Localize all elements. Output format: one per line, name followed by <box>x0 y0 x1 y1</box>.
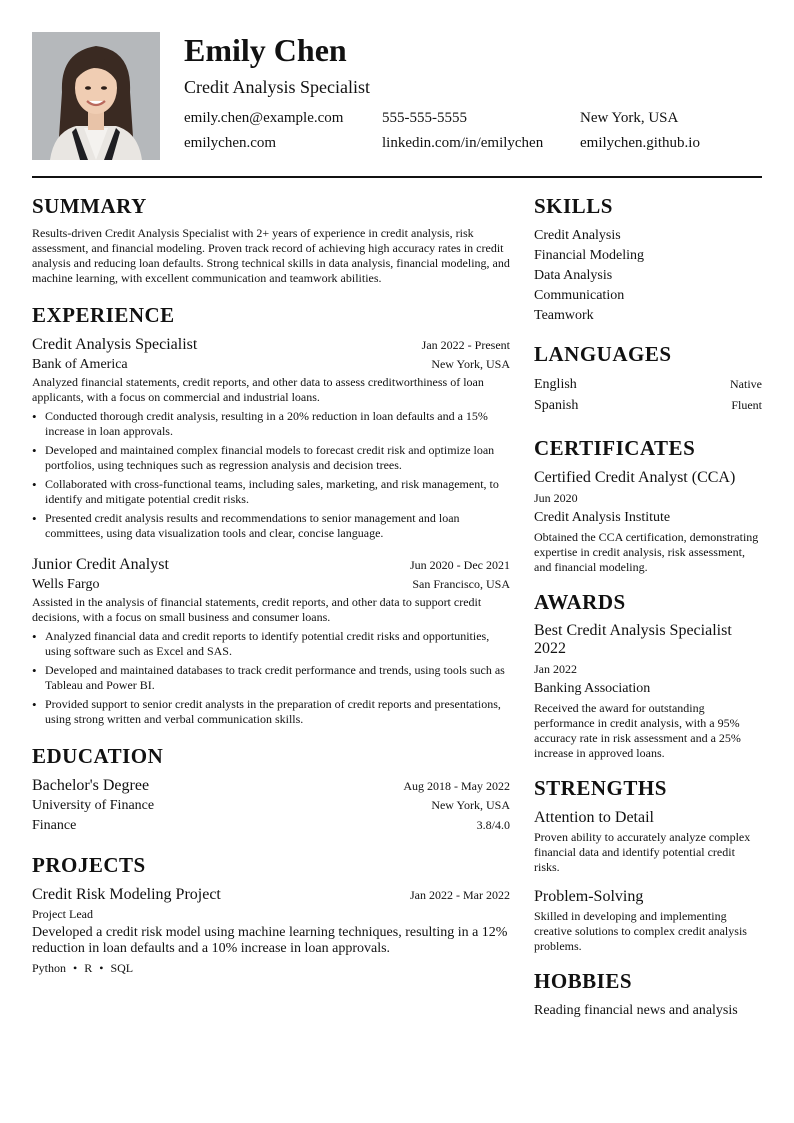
education-location: New York, USA <box>431 798 510 812</box>
section-heading: EXPERIENCE <box>32 303 175 327</box>
awards-section <box>534 590 762 761</box>
section-heading: STRENGTHS <box>534 776 667 800</box>
certificate-name: Certified Credit Analyst (CCA) <box>534 469 736 486</box>
certificates-section <box>534 436 762 575</box>
section-heading: SUMMARY <box>32 194 147 218</box>
language-level: Fluent <box>731 398 762 412</box>
bullet-item: • Developed and maintained complex financial models to forecast credit risk and optimize loan portfolios, using techniques such as regression analysis and decision trees. <box>32 443 510 473</box>
languages-section <box>534 342 762 416</box>
skill-item: Credit Analysis <box>534 228 621 243</box>
contact-location: New York, USA <box>580 110 679 126</box>
job-dates: Jan 2022 - Present <box>421 338 510 352</box>
experience-entry <box>32 335 510 541</box>
strengths-section <box>534 776 762 954</box>
separator: • <box>73 961 78 975</box>
tag: Python <box>32 961 67 975</box>
hobby-item: Reading financial news and analysis <box>534 1003 738 1018</box>
education-degree: Bachelor's Degree <box>32 777 150 794</box>
skill-item: Data Analysis <box>534 268 613 283</box>
education-school: University of Finance <box>32 798 155 813</box>
job-company: Wells Fargo <box>32 577 100 592</box>
project-tags <box>32 960 510 976</box>
section-heading: AWARDS <box>534 590 626 614</box>
strength-description: Proven ability to accurately analyze complex financial data and identify potential credit risks. <box>534 830 751 874</box>
strength-name: Problem-Solving <box>534 888 644 905</box>
bullet-item: • Developed and maintained databases to track credit performance and trends, using tools such as Tableau and Power BI. <box>32 663 510 693</box>
language-item <box>534 395 762 416</box>
education-section <box>32 744 510 836</box>
summary-section <box>32 194 510 286</box>
project-name: Credit Risk Modeling Project <box>32 886 221 903</box>
sidebar-column <box>534 194 762 1021</box>
section-heading: PROJECTS <box>32 853 146 877</box>
section-heading: SKILLS <box>534 194 613 218</box>
bullet-item: • Collaborated with cross-functional teams, including sales, marketing, and risk management, to identify and mitigate potential credit risks. <box>32 477 510 507</box>
project-description: Developed a credit risk model using machine learning techniques, resulting in a 12% reduction in loan defaults and a 10% increase in loan approvals. <box>32 925 508 956</box>
certificate-issuer: Credit Analysis Institute <box>534 510 671 525</box>
projects-section <box>32 853 510 976</box>
skill-item: Communication <box>534 288 625 303</box>
strength-description: Skilled in developing and implementing creative solutions to complex credit analysis problems. <box>534 909 747 953</box>
separator: • <box>99 961 104 975</box>
bullet-item: • Provided support to senior credit analysts in the preparation of credit reports and presentations, using strong written and verbal communication skills. <box>32 697 510 727</box>
bullet-item: • Presented credit analysis results and recommendations to senior management and loan committees, using data visualization tools and clear, concise language. <box>32 511 510 541</box>
job-location: New York, USA <box>431 357 510 371</box>
job-title: Junior Credit Analyst <box>32 556 169 573</box>
header-divider <box>32 176 762 178</box>
profile-photo <box>32 32 160 160</box>
experience-section <box>32 303 510 727</box>
education-field: Finance <box>32 818 77 833</box>
section-heading: EDUCATION <box>32 744 164 768</box>
job-bullets <box>32 629 510 727</box>
contact-linkedin[interactable]: linkedin.com/in/emilychen <box>382 135 544 151</box>
job-dates: Jun 2020 - Dec 2021 <box>410 558 510 572</box>
skill-item: Teamwork <box>534 308 594 323</box>
job-description: Assisted in the analysis of financial statements, credit reports, and other data to support credit decisions, with a focus on small business and consumer loans. <box>32 595 482 624</box>
contact-github[interactable]: emilychen.github.io <box>580 135 700 151</box>
award-name: Best Credit Analysis Specialist 2022 <box>534 622 732 657</box>
language-item <box>534 374 762 395</box>
experience-entry <box>32 555 510 727</box>
section-heading: HOBBIES <box>534 969 633 993</box>
job-title: Credit Analysis Specialist <box>32 336 198 353</box>
summary-text: Results-driven Credit Analysis Specialist with 2+ years of experience in credit analysis, risk assessment, and financial modeling. Proven track record of achieving high accuracy rates in credit analysis and reducing loan defaults. Strong technical skills in data analysis, financial modeling, and machine learning, with excellent communication and teamwork abilities. <box>32 226 510 285</box>
section-heading: LANGUAGES <box>534 342 672 366</box>
award-issuer: Banking Association <box>534 681 651 696</box>
candidate-name: Emily Chen <box>184 32 347 68</box>
certificate-date: Jun 2020 <box>534 491 578 505</box>
award-date: Jan 2022 <box>534 662 577 676</box>
tag: SQL <box>110 961 134 975</box>
job-bullets <box>32 409 510 541</box>
bullet-item: • Analyzed financial data and credit reports to identify potential credit risks and opportunities, using software such as Excel and SAS. <box>32 629 510 659</box>
skills-section <box>534 194 762 326</box>
project-dates: Jan 2022 - Mar 2022 <box>410 888 510 902</box>
education-gpa: 3.8/4.0 <box>476 818 510 832</box>
job-location: San Francisco, USA <box>412 577 510 591</box>
main-column <box>32 194 510 976</box>
language-name: Spanish <box>534 398 579 413</box>
job-company: Bank of America <box>32 357 128 372</box>
contact-phone[interactable]: 555-555-5555 <box>382 110 467 126</box>
certificate-description: Obtained the CCA certification, demonstrating expertise in credit analysis, risk assessment, and financial modeling. <box>534 530 759 574</box>
language-name: English <box>534 377 577 392</box>
contact-website[interactable]: emilychen.com <box>184 135 277 151</box>
education-dates: Aug 2018 - May 2022 <box>403 779 510 793</box>
bullet-item: • Conducted thorough credit analysis, resulting in a 20% reduction in loan defaults and a 15% increase in loan approvals. <box>32 409 510 439</box>
hobbies-section <box>534 969 762 1021</box>
project-role: Project Lead <box>32 907 93 921</box>
candidate-title: Credit Analysis Specialist <box>184 77 370 97</box>
award-description: Received the award for outstanding performance in credit analysis, with a 95% accuracy rate in risk assessment and a 25% increase in approved loans. <box>534 701 741 760</box>
skill-item: Financial Modeling <box>534 248 645 263</box>
strength-name: Attention to Detail <box>534 809 654 826</box>
tag: R <box>84 961 93 975</box>
section-heading: CERTIFICATES <box>534 436 696 460</box>
job-description: Analyzed financial statements, credit reports, and other data to assess creditworthiness of loan applicants, with a focus on commercial and industrial loans. <box>32 375 484 404</box>
language-level: Native <box>730 377 762 391</box>
contact-email[interactable]: emily.chen@example.com <box>184 110 344 126</box>
